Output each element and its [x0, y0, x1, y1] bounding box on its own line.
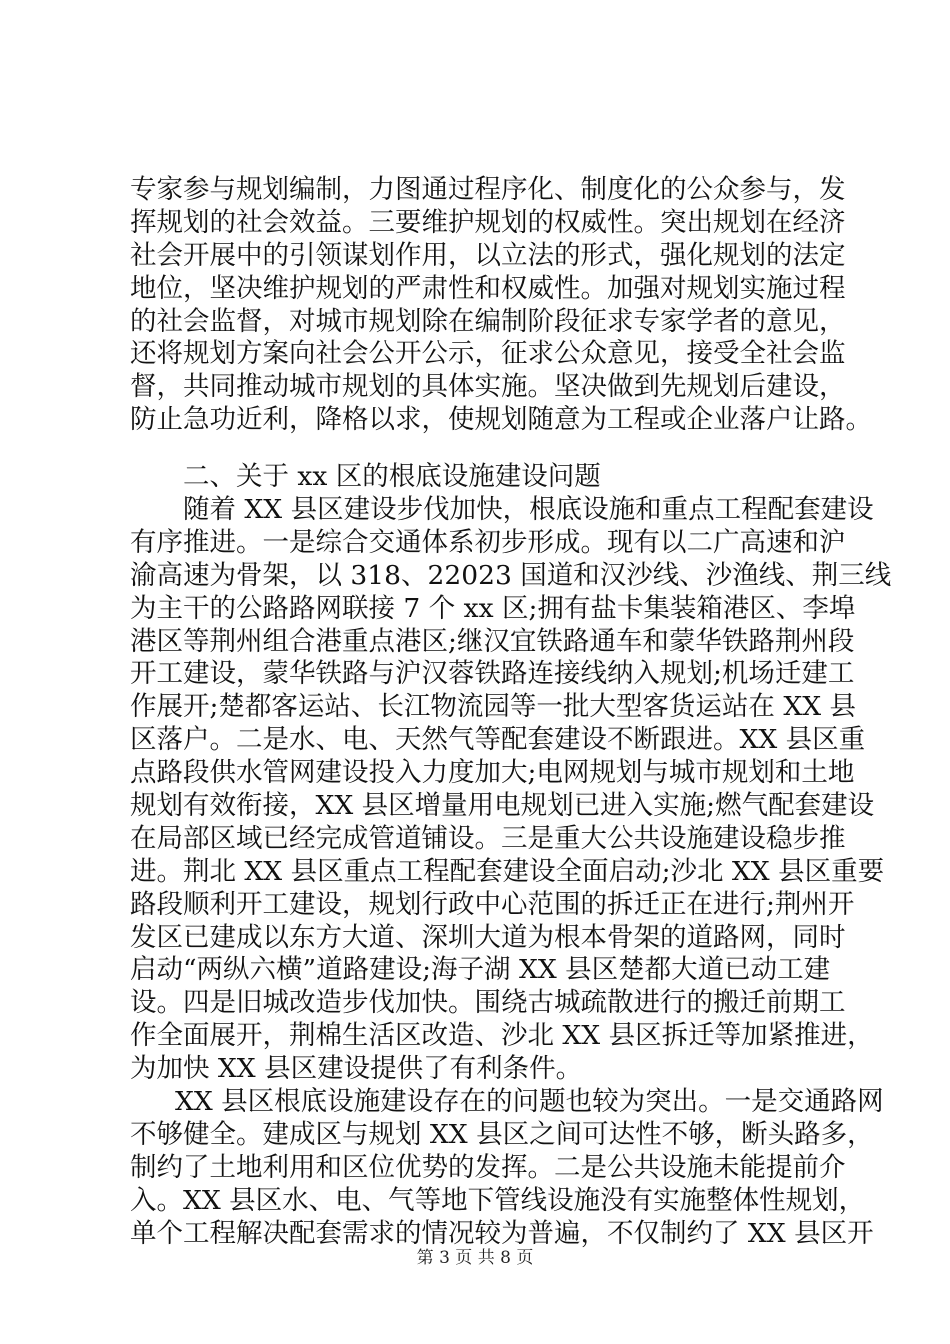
text-line: 作展开;楚都客运站、长江物流园等一批大型客货运站在 XX 县 [130, 691, 857, 723]
text-line: 区落户。二是水、电、天然气等配套建设不断跟进。XX 县区重 [130, 724, 866, 756]
text-line: 随着 XX 县区建设步伐加快，根底设施和重点工程配套建设 [183, 494, 874, 526]
text-line: 还将规划方案向社会公开公示，征求公众意见，接受全社会监 [130, 338, 846, 370]
text-line: 不够健全。建成区与规划 XX 县区之间可达性不够，断头路多， [130, 1118, 874, 1150]
text-line: 制约了土地利用和区位优势的发挥。二是公共设施未能提前介 [130, 1151, 846, 1183]
text-line: 港区等荆州组合港重点港区;继汉宜铁路通车和蒙华铁路荆州段 [130, 625, 855, 657]
text-line: 进。荆北 XX 县区重点工程配套建设全面启动;沙北 XX 县区重要 [130, 855, 885, 887]
text-line: 的社会监督，对城市规划除在编制阶段征求专家学者的意见， [130, 305, 846, 337]
document-body [130, 174, 892, 1251]
text-line: 发区已建成以东方大道、深圳大道为根本骨架的道路网，同时 [130, 921, 846, 953]
text-line: 路段顺利开工建设，规划行政中心范围的拆迁正在进行;荆州开 [130, 888, 855, 920]
text-line: 挥规划的社会效益。三要维护规划的权威性。突出规划在经济 [130, 206, 846, 238]
text-line: 开工建设，蒙华铁路与沪汉蓉铁路连接线纳入规划;机场迁建工 [130, 658, 855, 690]
text-line: 社会开展中的引领谋划作用，以立法的形式，强化规划的法定 [130, 239, 846, 271]
text-line: 设。四是旧城改造步伐加快。围绕古城疏散进行的搬迁前期工 [130, 987, 846, 1019]
text-line: 启动“两纵六横”道路建设;海子湖 XX 县区楚都大道已动工建 [130, 954, 831, 986]
text-line: 防止急功近利，降格以求，使规划随意为工程或企业落户让路。 [130, 404, 872, 436]
text-line: 单个工程解决配套需求的情况较为普遍，不仅制约了 XX 县区开 [130, 1217, 874, 1249]
text-line: 专家参与规划编制，力图通过程序化、制度化的公众参与，发 [130, 174, 846, 205]
text-line: 为主干的公路路网联接 7 个 xx 区;拥有盐卡集装箱港区、李埠 [130, 592, 856, 624]
text-line: 点路段供水管网建设投入力度加大;电网规划与城市规划和土地 [130, 757, 855, 789]
page-number-footer: 第 3 页 共 8 页 [416, 1248, 534, 1268]
section-heading: 二、关于 xx 区的根底设施建设问题 [183, 461, 601, 493]
text-line: 为加快 XX 县区建设提供了有利条件。 [130, 1053, 583, 1085]
text-line: 督，共同推动城市规划的具体实施。坚决做到先规划后建设， [130, 371, 846, 403]
text-line: 渝高速为骨架，以 318、22023 国道和汉沙线、沙渔线、荆三线 [130, 559, 892, 591]
text-line: 在局部区域已经完成管道铺设。三是重大公共设施建设稳步推 [130, 822, 846, 854]
text-line: XX 县区根底设施建设存在的问题也较为突出。一是交通路网 [175, 1086, 884, 1118]
text-line: 规划有效衔接，XX 县区增量用电规划已进入实施;燃气配套建设 [130, 790, 875, 822]
text-line: 入。XX 县区水、电、气等地下管线设施没有实施整体性规划， [130, 1184, 866, 1216]
text-line: 有序推进。一是综合交通体系初步形成。现有以二广高速和沪 [130, 526, 846, 558]
text-line: 地位，坚决维护规划的严肃性和权威性。加强对规划实施过程 [130, 272, 846, 304]
text-line: 作全面展开，荆棉生活区改造、沙北 XX 县区拆迁等加紧推进， [130, 1020, 874, 1052]
